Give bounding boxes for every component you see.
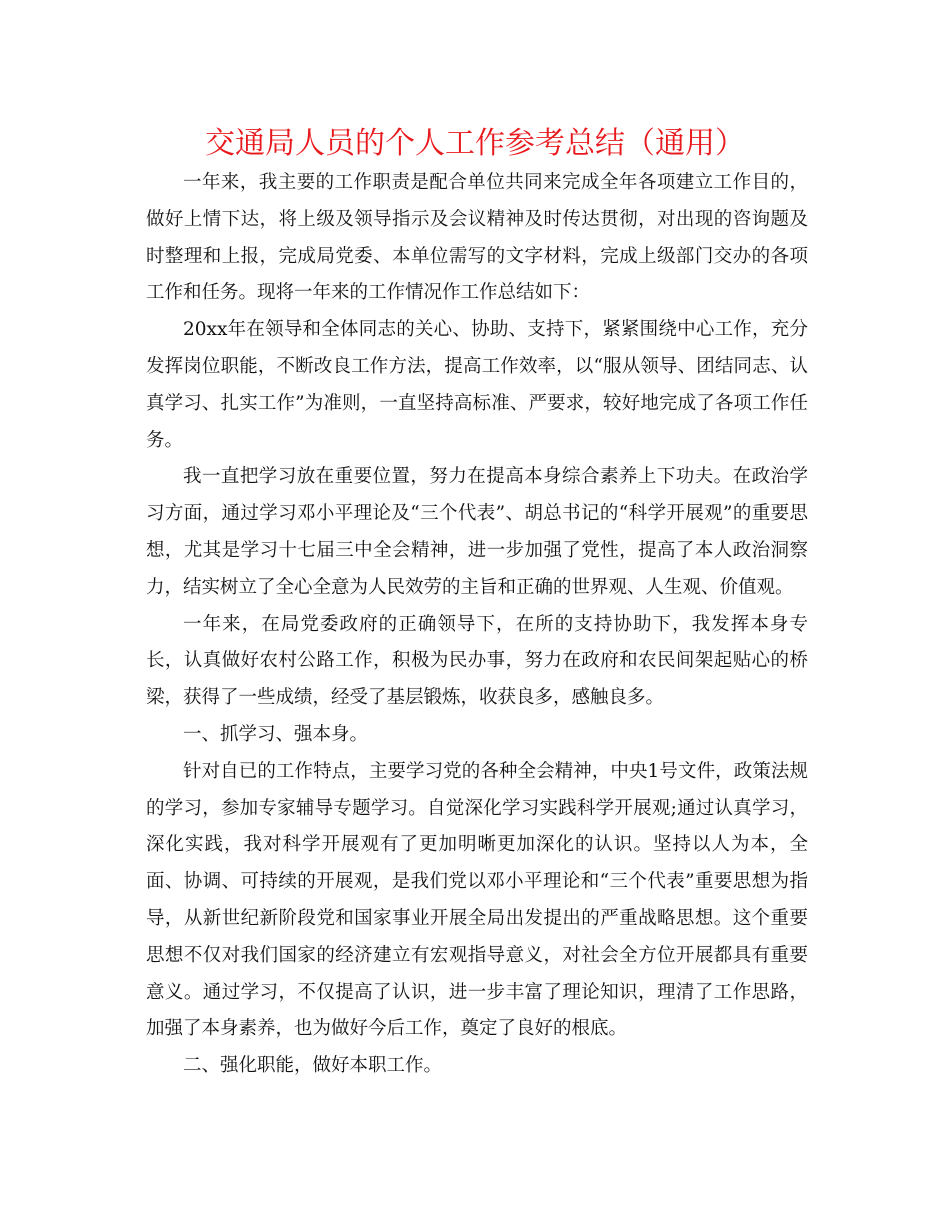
document-title: 交通局人员的个人工作参考总结（通用） bbox=[205, 126, 745, 161]
paragraph-intro: 一年来，我主要的工作职责是配合单位共同来完成全年各项建立工作目的，做好上情下达，将上级及领导指示及会议精神及时传达贯彻，对出现的咨询题及时整理和上报，完成局党委、本单位需写的文字材料，完成上级部门交办的各项工作和任务。现将一年来的工作情况作工作总结如下： bbox=[146, 172, 808, 304]
section-heading-1: 一、抓学习、强本身。 bbox=[183, 723, 369, 745]
paragraph-summary: 20xx年在领导和全体同志的关心、协助、支持下，紧紧围绕中心工作，充分发挥岗位职能，不断改良工作方法，提高工作效率，以“服从领导、团结同志、认真学习、扎实工作”为准则，一直坚持高标准、严要求，较好地完成了各项工作任务。 bbox=[146, 319, 808, 451]
paragraph-study: 我一直把学习放在重要位置，努力在提高本身综合素养上下功夫。在政治学习方面，通过学习邓小平理论及“三个代表”、胡总书记的“科学开展观”的重要思想，尤其是学习十七届三中全会精神，进一步加强了党性，提高了本人政治洞察力，结实树立了全心全意为人民效劳的主旨和正确的世界观、人生观、价值观。 bbox=[146, 466, 808, 598]
document-body bbox=[146, 165, 808, 1085]
section-heading-2: 二、强化职能，做好本职工作。 bbox=[183, 1055, 443, 1077]
paragraph-section-1: 针对自已的工作特点，主要学习党的各种全会精神，中央1号文件，政策法规的学习，参加专家辅导专题学习。自觉深化学习实践科学开展观;通过认真学习，深化实践，我对科学开展观有了更加明晰更加深化的认识。坚持以人为本，全面、协调、可持续的开展观，是我们党以邓小平理论和“三个代表”重要思想为指导，从新世纪新阶段党和国家事业开展全局出发提出的严重战略思想。这个重要思想不仅对我们国家的经济建立有宏观指导意义，对社会全方位开展都具有重要意义。通过学习，不仅提高了认识，进一步丰富了理论知识，理清了工作思路，加强了本身素养，也为做好今后工作，奠定了良好的根底。 bbox=[146, 760, 808, 1040]
paragraph-achievements: 一年来，在局党委政府的正确领导下，在所的支持协助下，我发挥本身专长，认真做好农村公路工作，积极为民办事，努力在政府和农民间架起贴心的桥梁，获得了一些成绩，经受了基层锻炼，收获良多，感触良多。 bbox=[146, 613, 808, 709]
